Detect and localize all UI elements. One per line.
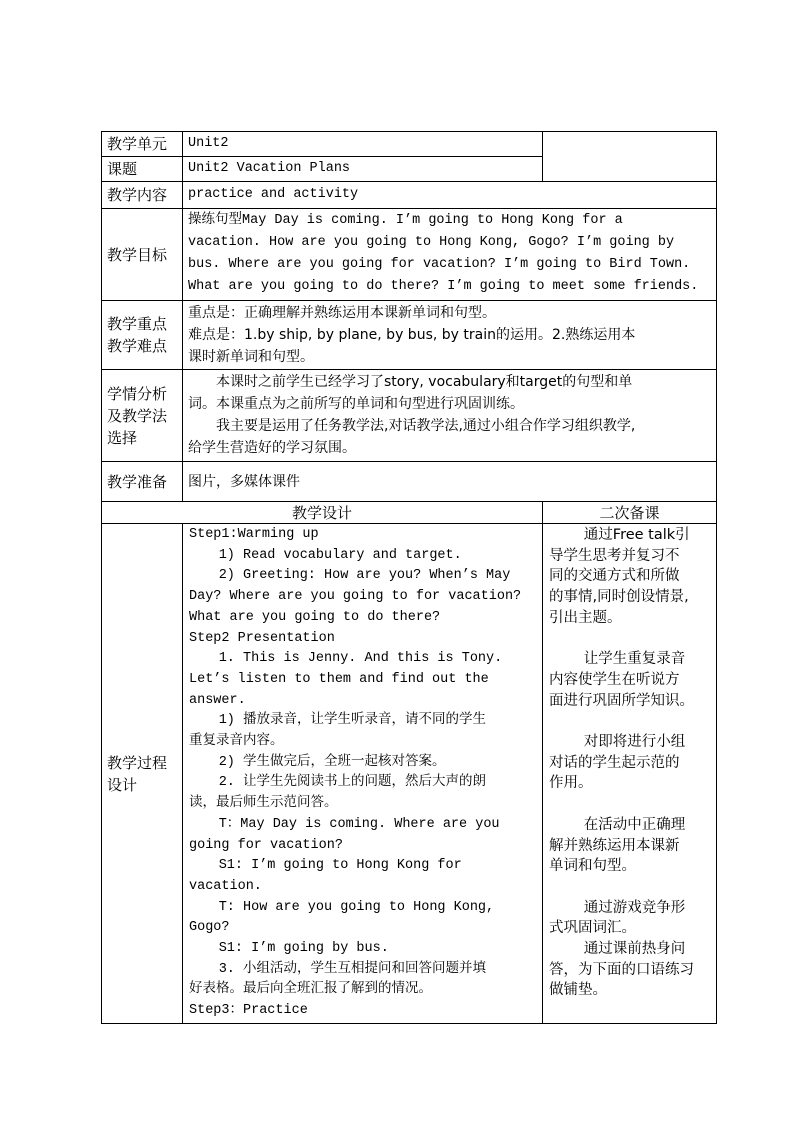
goals-line: 操练句型May Day is coming. I’m going to Hong Kong for a [188, 213, 623, 228]
row-unit [102, 132, 717, 157]
revision-note-line: 对即将进行小组 [583, 734, 686, 750]
process-label [102, 524, 183, 1024]
analysis-label-line2: 及教学法 [107, 406, 168, 425]
process-line: 3. 小组活动，学生互相提问和回答问题并填 [218, 961, 486, 977]
process-line: 1. This is Jenny. And this is Tony. [218, 651, 503, 667]
unit-value: Unit2 [183, 132, 543, 157]
lesson-plan-table [101, 131, 717, 1024]
revision-note-line: 单词和句型。 [549, 858, 636, 875]
analysis-label [102, 370, 183, 462]
analysis-para2-line2: 给学生营造好的学习氛围。 [188, 440, 356, 456]
goals-line: vacation. How are you going to Hong Kong, Gogo? I’m going by [188, 235, 675, 250]
revision-note-line: 答，为下面的口语练习 [549, 961, 694, 978]
row-goals [102, 209, 717, 301]
revision-notes [543, 524, 717, 1024]
process-line: 1) Read vocabulary and target. [218, 547, 462, 563]
revision-header: 二次备课 [543, 502, 717, 524]
revision-note-line: 面进行巩固所学知识。 [549, 692, 694, 709]
goals-line: bus. Where are you going for vacation? I’m going to Bird Town. [188, 257, 691, 272]
prep-label: 教学准备 [102, 462, 183, 502]
note-spacer [549, 794, 710, 815]
analysis-label-line1: 学情分析 [107, 384, 168, 403]
row-prep [102, 462, 717, 502]
process-line: T：May Day is coming. Where are you [218, 816, 500, 832]
analysis-label-line3: 选择 [107, 428, 138, 447]
key-points-line: 重点是：正确理解并熟练运用本课新单词和句型。 [188, 305, 496, 321]
process-line: Step3：Practice [189, 1003, 308, 1019]
revision-note-line: 通过Free talk引 [583, 527, 690, 543]
unit-topic-blank [543, 132, 717, 182]
process-line: T: How are you going to Hong Kong, [218, 899, 495, 915]
topic-value: Unit2 Vacation Plans [183, 157, 543, 182]
unit-label: 教学单元 [102, 132, 183, 157]
revision-note-line: 式巩固词汇。 [549, 920, 636, 937]
process-line: Step1:Warming up [189, 527, 319, 542]
key-points-line: 课时新单词和句型。 [188, 349, 314, 365]
revision-note-line: 同的交通方式和所做 [549, 568, 680, 585]
revision-note-line: 通过课前热身问 [583, 941, 686, 957]
process-line: 2) Greeting: How are you? When’s May [218, 568, 511, 584]
process-line: 1) 播放录音，让学生听录音，请不同的学生 [218, 713, 486, 729]
row-key-points [102, 301, 717, 370]
revision-note-line: 引出主题。 [549, 609, 622, 626]
process-line: Day? Where are you going to for vacation? [189, 589, 522, 605]
note-spacer [549, 629, 710, 650]
process-line: Let’s listen to them and find out the [189, 671, 489, 687]
revision-note-line: 内容使学生在听说方 [549, 671, 680, 688]
revision-note-line: 在活动中正确理 [583, 816, 686, 833]
process-line: vacation. [189, 878, 262, 894]
analysis-para1-line2: 词。本课重点为之前所写的单词和句型进行巩固训练。 [188, 396, 524, 412]
key-points-label-line2: 教学难点 [107, 337, 168, 355]
key-points-value [183, 301, 717, 370]
revision-note-line: 通过游戏竞争形 [583, 899, 686, 916]
row-content [102, 182, 717, 209]
process-label-line1: 教学过程 [107, 753, 168, 772]
goals-line: What are you going to do there? I’m going to meet some friends. [188, 279, 699, 294]
process-line: What are you going to do there? [189, 609, 441, 625]
process-line: answer. [189, 692, 246, 708]
goals-value [183, 209, 717, 301]
key-points-line: 难点是：1.by ship, by plane, by bus, by train的运用。2.熟练运用本 [188, 327, 636, 343]
key-points-label [102, 301, 183, 370]
content-label: 教学内容 [102, 182, 183, 209]
process-label-line2: 设计 [107, 775, 138, 794]
revision-note-line: 导学生思考并复习不 [549, 547, 680, 564]
process-line: 2. 让学生先阅读书上的问题，然后大声的朗 [218, 775, 486, 791]
topic-label: 课题 [102, 157, 183, 182]
content-value: practice and activity [183, 182, 717, 209]
process-line: 读，最后师生示范问答。 [189, 796, 338, 812]
process-line: 好表格。最后向全班汇报了解到的情况。 [189, 982, 432, 998]
note-spacer [549, 877, 710, 898]
key-points-label-line1: 教学重点 [107, 315, 168, 333]
analysis-value [183, 370, 717, 462]
revision-note-line: 作用。 [549, 775, 593, 792]
prep-value: 图片，多媒体课件 [183, 462, 717, 502]
note-spacer [549, 711, 710, 732]
revision-note-line: 的事情,同时创设情景, [549, 589, 689, 606]
revision-note-line: 让学生重复录音 [583, 651, 686, 668]
process-line: S1: I’m going to Hong Kong for [218, 858, 462, 874]
row-process [102, 524, 717, 1024]
row-analysis [102, 370, 717, 462]
process-line: 重复录音内容。 [189, 734, 284, 750]
revision-note-line: 对话的学生起示范的 [549, 754, 680, 771]
goals-label: 教学目标 [102, 209, 183, 301]
process-line: Step2 Presentation [189, 630, 335, 646]
process-content [183, 524, 543, 1024]
design-header: 教学设计 [102, 502, 543, 524]
revision-note-line: 解并熟练运用本课新 [549, 837, 680, 854]
process-line: going for vacation? [189, 837, 343, 853]
process-line: Gogo? [189, 920, 230, 936]
analysis-para1-line1: 本课时之前学生已经学习了story, vocabulary和target的句型和单 [216, 374, 633, 390]
row-design-header [102, 502, 717, 524]
process-line: 2) 学生做完后，全班一起核对答案。 [218, 754, 446, 770]
analysis-para2-line1: 我主要是运用了任务教学法,对话教学法,通过小组合作学习组织教学, [216, 418, 636, 434]
process-line: S1: I’m going by bus. [218, 941, 389, 957]
revision-note-line: 做铺垫。 [549, 982, 607, 999]
